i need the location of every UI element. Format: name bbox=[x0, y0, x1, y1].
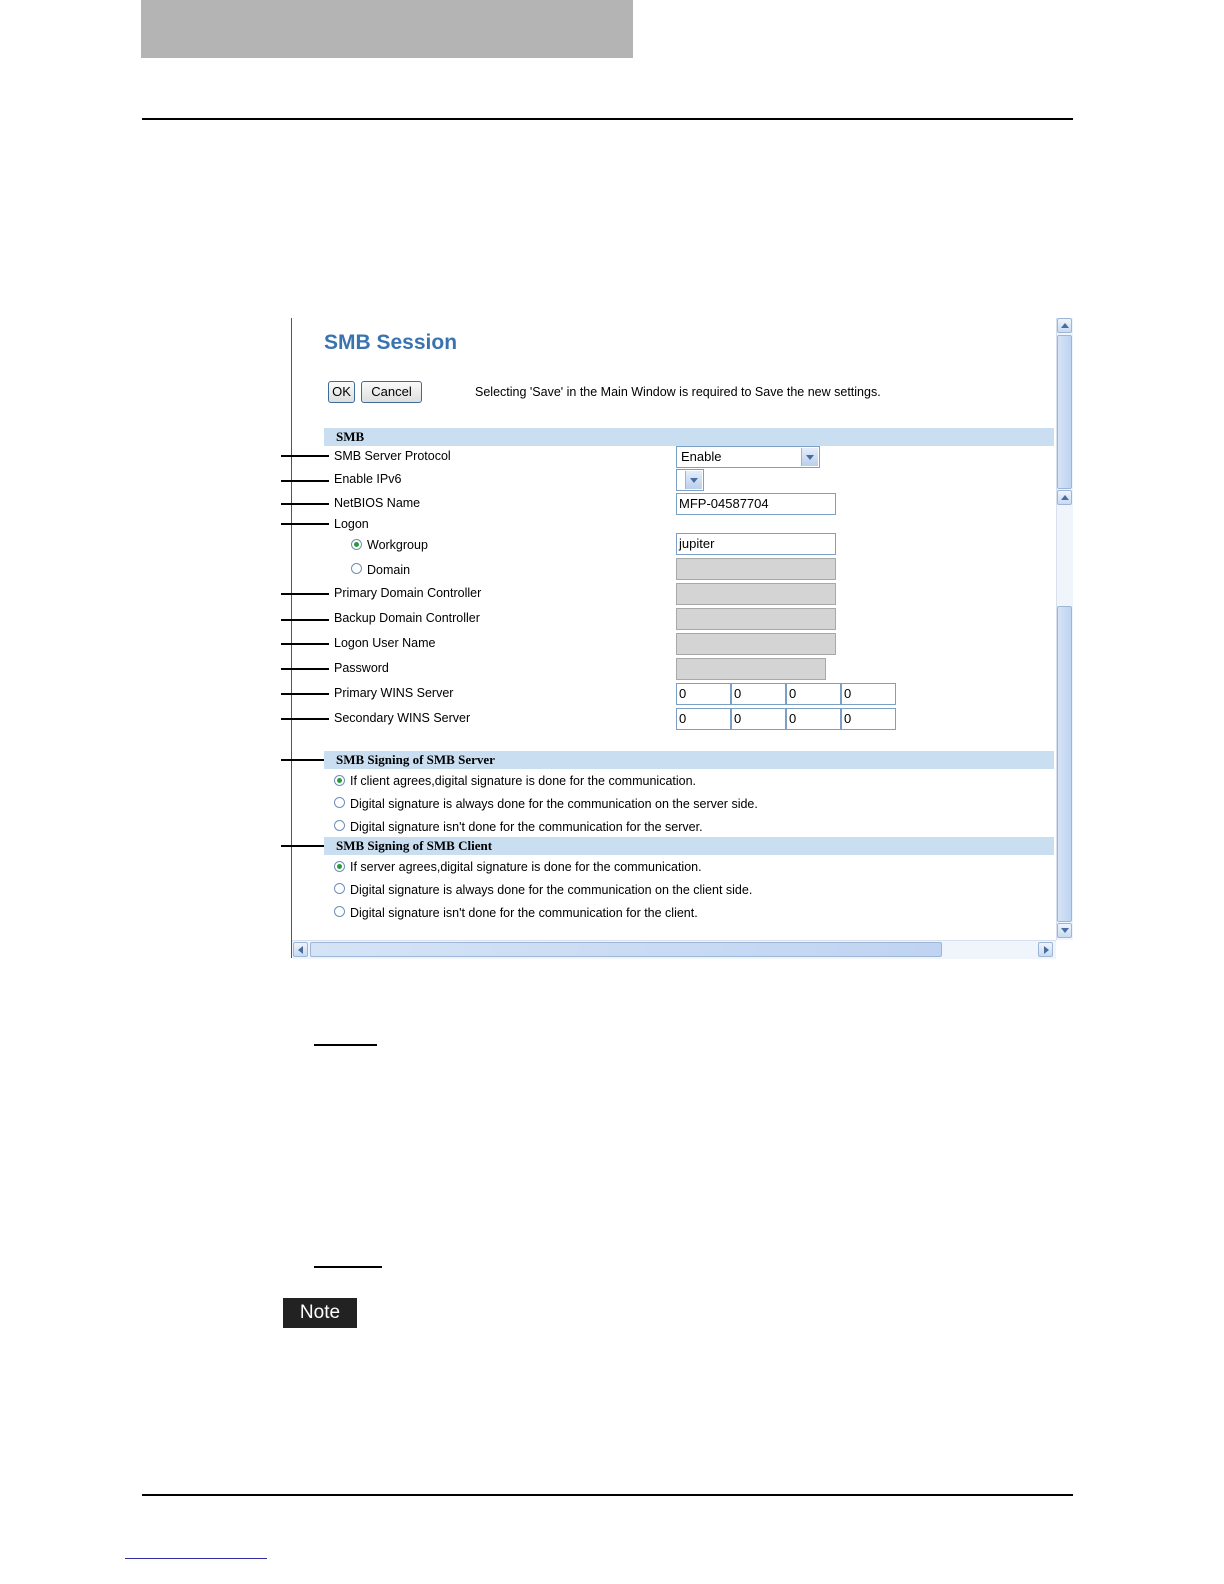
save-hint-text: Selecting 'Save' in the Main Window is required to Save the new settings. bbox=[475, 385, 881, 399]
client-signing-option-3: Digital signature isn't done for the communication for the client. bbox=[350, 906, 698, 920]
domain-label: Domain bbox=[367, 563, 411, 577]
logon-user-name-input[interactable] bbox=[676, 633, 836, 655]
server-signing-radio-1[interactable] bbox=[334, 775, 345, 786]
password-label: Password bbox=[334, 661, 389, 675]
footer-link-underline bbox=[125, 1558, 267, 1559]
primary-wins-octet-4[interactable]: 0 bbox=[841, 683, 896, 705]
primary-wins-octet-3[interactable]: 0 bbox=[786, 683, 841, 705]
secondary-wins-octet-1[interactable]: 0 bbox=[676, 708, 731, 730]
bottom-rule bbox=[142, 1494, 1073, 1496]
select-value: Enable bbox=[681, 449, 722, 464]
server-signing-option-2: Digital signature is always done for the communication on the server side. bbox=[350, 797, 758, 811]
primary-domain-controller-input[interactable] bbox=[676, 583, 836, 605]
callout-leader bbox=[281, 619, 329, 621]
server-signing-option-1: If client agrees,digital signature is done for the communication. bbox=[350, 774, 697, 788]
primary-wins-server-label: Primary WINS Server bbox=[334, 686, 454, 700]
client-signing-option-1: If server agrees,digital signature is done for the communication. bbox=[350, 860, 702, 874]
section-title: SMB Signing of SMB Client bbox=[336, 838, 493, 853]
callout-leader bbox=[281, 693, 329, 695]
callout-leader bbox=[281, 593, 329, 595]
client-signing-radio-1[interactable] bbox=[334, 861, 345, 872]
scroll-down-icon[interactable] bbox=[1057, 923, 1072, 938]
netbios-name-label: NetBIOS Name bbox=[334, 496, 421, 510]
enable-ipv6-select[interactable] bbox=[676, 469, 704, 491]
note-badge: Note bbox=[283, 1298, 357, 1328]
logon-label: Logon bbox=[334, 517, 369, 531]
primary-wins-octet-1[interactable]: 0 bbox=[676, 683, 731, 705]
horizontal-scrollbar[interactable] bbox=[292, 940, 1056, 959]
workgroup-input[interactable]: jupiter bbox=[676, 533, 836, 555]
window-left-border bbox=[291, 318, 292, 958]
section-header-client-signing bbox=[324, 837, 1054, 855]
section-title: SMB Signing of SMB Server bbox=[336, 752, 495, 767]
smb-server-protocol-select[interactable] bbox=[676, 446, 820, 468]
secondary-wins-octet-4[interactable]: 0 bbox=[841, 708, 896, 730]
scroll-thumb-upper[interactable] bbox=[1057, 335, 1072, 489]
chevron-down-icon[interactable] bbox=[685, 471, 702, 489]
server-signing-radio-2[interactable] bbox=[334, 797, 345, 808]
secondary-wins-octet-3[interactable]: 0 bbox=[786, 708, 841, 730]
secondary-wins-octet-2[interactable]: 0 bbox=[731, 708, 786, 730]
netbios-name-input[interactable]: MFP-04587704 bbox=[676, 493, 836, 515]
password-input[interactable] bbox=[676, 658, 826, 680]
ok-button[interactable]: OK bbox=[328, 381, 355, 403]
scroll-up-icon[interactable] bbox=[1057, 490, 1072, 505]
page-title: SMB Session bbox=[324, 331, 458, 354]
horizontal-scroll-thumb[interactable] bbox=[310, 942, 942, 957]
chapter-header-bar bbox=[141, 0, 633, 58]
callout-leader bbox=[281, 480, 329, 482]
client-signing-radio-2[interactable] bbox=[334, 883, 345, 894]
backup-domain-controller-label: Backup Domain Controller bbox=[334, 611, 480, 625]
callout-leader bbox=[281, 523, 329, 525]
section-header-smb bbox=[324, 428, 1054, 446]
scroll-right-icon[interactable] bbox=[1038, 942, 1053, 957]
workgroup-label: Workgroup bbox=[367, 538, 428, 552]
callout-leader bbox=[281, 643, 329, 645]
logon-user-name-label: Logon User Name bbox=[334, 636, 436, 650]
underline-rule bbox=[314, 1044, 377, 1046]
vertical-scrollbar[interactable] bbox=[1056, 318, 1073, 940]
server-signing-option-3: Digital signature isn't done for the communication for the server. bbox=[350, 820, 703, 834]
server-signing-radio-3[interactable] bbox=[334, 820, 345, 831]
section-title: SMB bbox=[336, 429, 365, 444]
enable-ipv6-label: Enable IPv6 bbox=[334, 472, 402, 486]
cancel-button[interactable]: Cancel bbox=[361, 381, 422, 403]
smb-server-protocol-label: SMB Server Protocol bbox=[334, 449, 451, 463]
chevron-down-icon[interactable] bbox=[801, 448, 818, 466]
callout-leader bbox=[281, 455, 329, 457]
domain-input[interactable] bbox=[676, 558, 836, 580]
scroll-up-icon[interactable] bbox=[1057, 318, 1072, 333]
primary-wins-octet-2[interactable]: 0 bbox=[731, 683, 786, 705]
callout-leader bbox=[281, 503, 329, 505]
underline-rule bbox=[314, 1266, 382, 1268]
workgroup-radio[interactable] bbox=[351, 539, 362, 550]
callout-leader bbox=[281, 759, 329, 761]
client-signing-option-2: Digital signature is always done for the communication on the client side. bbox=[350, 883, 753, 897]
callout-leader bbox=[281, 845, 329, 847]
section-header-server-signing bbox=[324, 751, 1054, 769]
domain-radio[interactable] bbox=[351, 563, 362, 574]
client-signing-radio-3[interactable] bbox=[334, 906, 345, 917]
callout-leader bbox=[281, 668, 329, 670]
scroll-thumb[interactable] bbox=[1057, 606, 1072, 922]
callout-leader bbox=[281, 718, 329, 720]
secondary-wins-server-label: Secondary WINS Server bbox=[334, 711, 471, 725]
backup-domain-controller-input[interactable] bbox=[676, 608, 836, 630]
primary-domain-controller-label: Primary Domain Controller bbox=[334, 586, 482, 600]
top-rule bbox=[142, 118, 1073, 120]
scroll-left-icon[interactable] bbox=[293, 942, 308, 957]
